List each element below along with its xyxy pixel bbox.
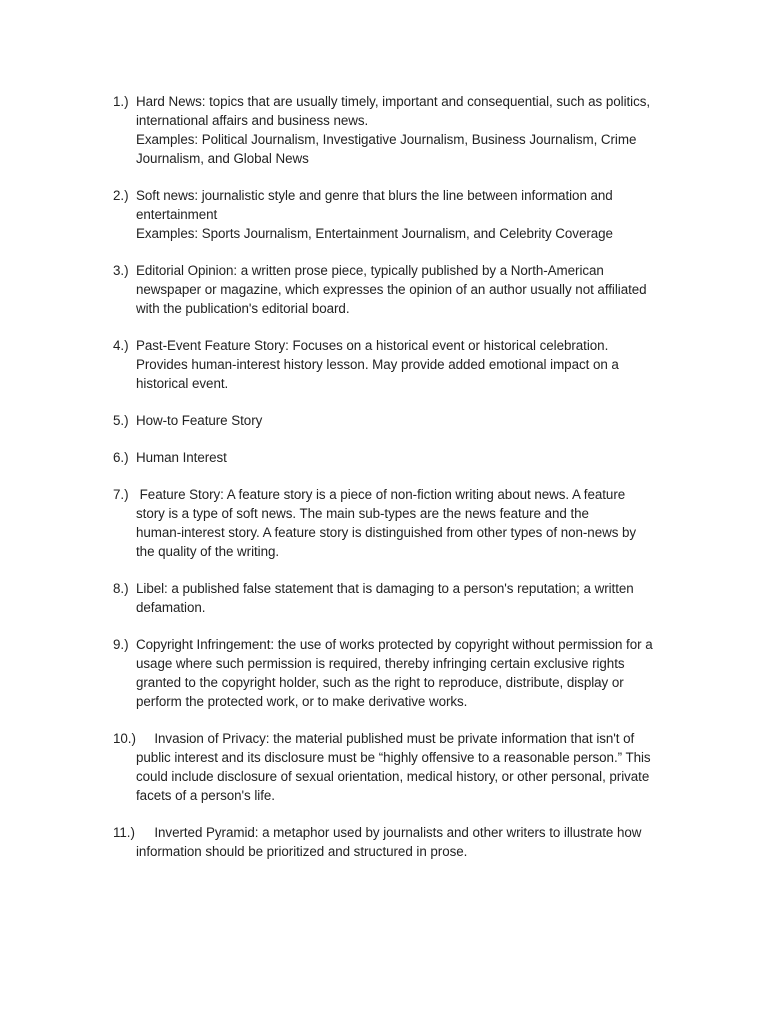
item-text-line: Provides human-interest history lesson. May provide added emotional impact on a (136, 357, 619, 372)
list-item (113, 186, 683, 243)
item-text-line: historical event. (136, 376, 229, 391)
list-item (113, 729, 683, 805)
item-text-line: story is a type of soft news. The main sub-types are the news feature and the (136, 506, 589, 521)
item-text-line: Feature Story: A feature story is a piece of non-fiction writing about news. A feature (136, 487, 626, 502)
list-item (113, 579, 683, 617)
item-text-line: Inverted Pyramid: a metaphor used by journalists and other writers to illustrate how (136, 825, 642, 840)
item-text-line: Hard News: topics that are usually timely, important and consequential, such as politics, (136, 94, 651, 109)
item-text (136, 485, 683, 561)
list-item (113, 823, 683, 861)
item-number: 1.) (113, 94, 129, 109)
item-text-line: Human Interest (136, 450, 227, 465)
item-text (136, 186, 683, 243)
list-item (113, 635, 683, 711)
item-text-line: could include disclosure of sexual orientation, medical history, or other personal, private (136, 769, 650, 784)
item-text-line: Examples: Sports Journalism, Entertainment Journalism, and Celebrity Coverage (136, 226, 613, 241)
item-text (136, 336, 683, 393)
item-number: 6.) (113, 450, 129, 465)
definition-list (113, 92, 683, 879)
item-text-line: human-interest story. A feature story is distinguished from other types of non-news by (136, 525, 637, 540)
item-text-line: with the publication's editorial board. (136, 301, 350, 316)
item-text-line: perform the protected work, or to make derivative works. (136, 694, 468, 709)
item-text (136, 261, 683, 318)
item-text-line: newspaper or magazine, which expresses the opinion of an author usually not affiliated (136, 282, 647, 297)
item-text-line: facets of a person's life. (136, 788, 275, 803)
item-text-line: Editorial Opinion: a written prose piece, typically published by a North-American (136, 263, 604, 278)
item-number: 10.) (113, 731, 136, 746)
list-item (113, 261, 683, 318)
item-text-line: international affairs and business news. (136, 113, 369, 128)
list-item (113, 448, 683, 467)
item-text (136, 579, 683, 617)
item-text (136, 823, 683, 861)
item-text-line: the quality of the writing. (136, 544, 280, 559)
item-text-line: Examples: Political Journalism, Investigative Journalism, Business Journalism, Crime (136, 132, 637, 147)
item-text-line: Journalism, and Global News (136, 151, 309, 166)
item-number: 5.) (113, 413, 129, 428)
item-text (136, 729, 683, 805)
item-text-line: usage where such permission is required, thereby infringing certain exclusive rights (136, 656, 625, 671)
list-item (113, 92, 683, 168)
item-text-line: Past-Event Feature Story: Focuses on a historical event or historical celebration. (136, 338, 609, 353)
item-text-line: defamation. (136, 600, 206, 615)
item-text (136, 448, 683, 467)
item-text-line: Soft news: journalistic style and genre that blurs the line between information and (136, 188, 613, 203)
item-number: 2.) (113, 188, 129, 203)
item-text (136, 411, 683, 430)
item-number: 4.) (113, 338, 129, 353)
item-text-line: entertainment (136, 207, 218, 222)
list-item (113, 336, 683, 393)
item-number: 7.) (113, 487, 129, 502)
item-text-line: public interest and its disclosure must be “highly offensive to a reasonable person.” This (136, 750, 651, 765)
item-number: 11.) (113, 825, 135, 840)
item-number: 3.) (113, 263, 129, 278)
item-text-line: Libel: a published false statement that is damaging to a person's reputation; a written (136, 581, 634, 596)
item-number: 9.) (113, 637, 129, 652)
item-text-line: Copyright Infringement: the use of works protected by copyright without permission for a (136, 637, 653, 652)
item-text-line: information should be prioritized and structured in prose. (136, 844, 468, 859)
list-item (113, 485, 683, 561)
list-item (113, 411, 683, 430)
item-text-line: How-to Feature Story (136, 413, 263, 428)
item-text (136, 92, 683, 168)
item-number: 8.) (113, 581, 129, 596)
item-text-line: granted to the copyright holder, such as the right to reproduce, distribute, display or (136, 675, 624, 690)
item-text-line: Invasion of Privacy: the material published must be private information that isn't of (136, 731, 635, 746)
item-text (136, 635, 683, 711)
